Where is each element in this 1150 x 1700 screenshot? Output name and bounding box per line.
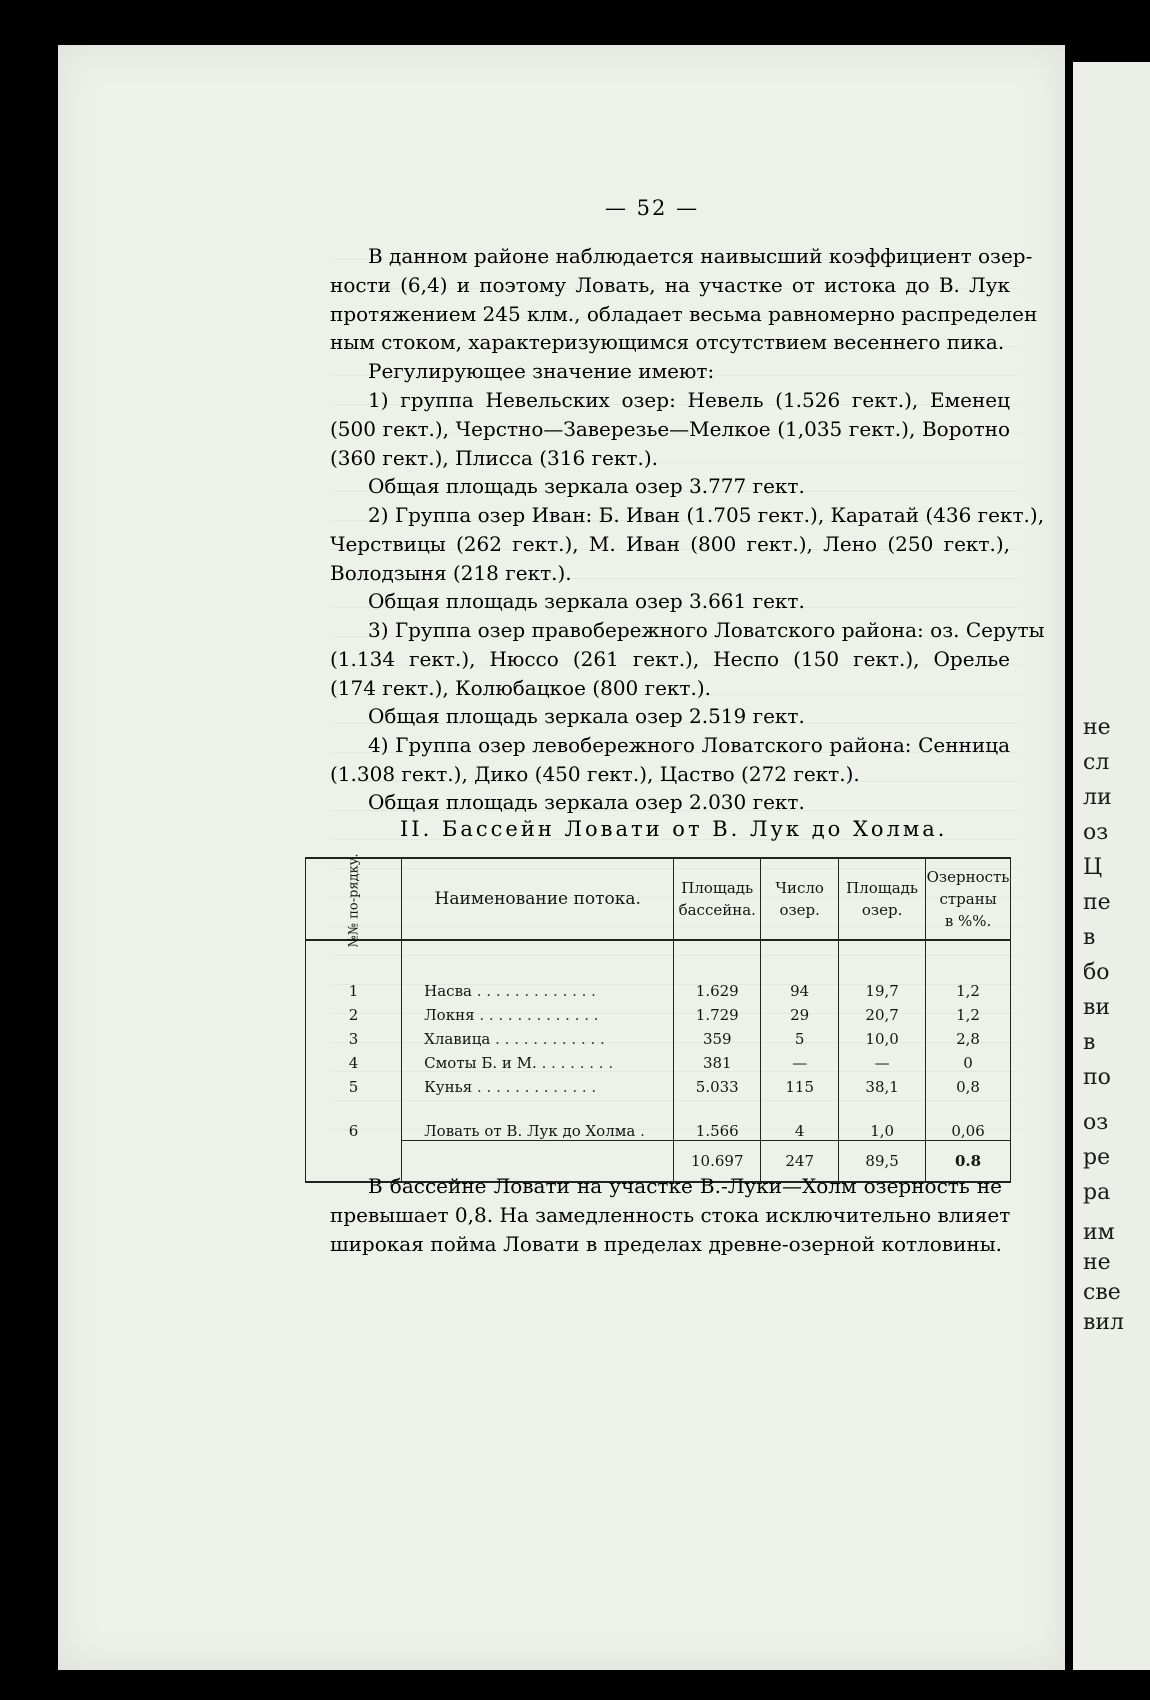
adjacent-page-fragment: ви xyxy=(1083,995,1111,1020)
row-lake-count: — xyxy=(761,1048,839,1072)
table-row xyxy=(306,976,1011,1000)
adjacent-page-fragment: бо xyxy=(1083,960,1110,985)
row-lake-area: 1,0 xyxy=(839,1096,926,1140)
row-lake-count: 5 xyxy=(761,1024,839,1048)
total-basin-area: 10.697 xyxy=(674,1140,761,1182)
row-lake-count: 29 xyxy=(761,1000,839,1024)
row-lake-area: 19,7 xyxy=(839,976,926,1000)
table-row xyxy=(306,1000,1011,1024)
text-line: ным стоком, характеризующимся отсутствием весеннего пика. xyxy=(330,330,1005,355)
row-basin-area: 1.566 xyxy=(674,1096,761,1140)
adjacent-page-fragment: в xyxy=(1083,925,1096,950)
paragraph-group-3 xyxy=(330,616,1045,702)
total-lake-count: 247 xyxy=(761,1140,839,1182)
adjacent-page-fragment: сл xyxy=(1083,750,1110,775)
adjacent-page-fragment: не xyxy=(1083,1250,1111,1275)
table-row xyxy=(306,1096,1011,1140)
row-lake-area: — xyxy=(839,1048,926,1072)
paragraph-regulating xyxy=(330,357,1010,386)
text-line: (1.134 гект.), Нюссо (261 гект.), Неспо (150 гект.), Орелье xyxy=(330,646,1010,671)
text-line: ности (6,4) и поэтому Ловать, на участке от истока до В. Лук xyxy=(330,272,1010,297)
paragraph-total-3 xyxy=(330,702,1010,731)
adjacent-page-fragment: све xyxy=(1083,1280,1121,1305)
row-number: 2 xyxy=(306,1000,402,1024)
row-lakeness: 1,2 xyxy=(926,976,1011,1000)
text-line: (360 гект.), Плисса (316 гект.). xyxy=(330,445,658,470)
row-name xyxy=(402,1096,674,1140)
adjacent-page-edge xyxy=(1073,62,1150,1670)
row-lake-area: 20,7 xyxy=(839,1000,926,1024)
row-name xyxy=(402,1072,674,1096)
header-name: Наименование потока. xyxy=(402,858,674,940)
header-lake-area: Площадь озер. xyxy=(839,858,926,940)
text-line: В бассейне Ловати на участке В.-Луки—Холм озерность не xyxy=(368,1174,1002,1198)
page-number: — 52 — xyxy=(605,196,700,220)
adjacent-page-fragment: ра xyxy=(1083,1180,1111,1205)
adjacent-page-fragment: оз xyxy=(1083,820,1109,845)
text-line: 1) группа Невельских озер: Невель (1.526 гект.), Еменец xyxy=(368,388,1010,412)
stream-name: Смоты Б. и М. xyxy=(424,1054,537,1072)
paragraph-total-1 xyxy=(330,472,1010,501)
text-line: Черствицы (262 гект.), М. Иван (800 гект.), Лено (250 гект.), xyxy=(330,531,1010,556)
row-name xyxy=(402,1048,674,1072)
row-number: 6 xyxy=(306,1096,402,1140)
adjacent-page-fragment: не xyxy=(1083,715,1111,740)
text-line: Общая площадь зеркала озер 2.030 гект. xyxy=(368,790,805,814)
adjacent-page-fragment: оз xyxy=(1083,1110,1109,1135)
leader-dots: . xyxy=(640,1121,645,1140)
row-number: 4 xyxy=(306,1048,402,1072)
table-row xyxy=(306,1024,1011,1048)
stream-name: Насва xyxy=(424,982,472,1000)
row-lakeness: 0,8 xyxy=(926,1072,1011,1096)
adjacent-page-fragment: пе xyxy=(1083,890,1111,915)
leader-dots: . . . . . . . . . . . . . xyxy=(477,1078,597,1096)
text-line: Володзыня (218 гект.). xyxy=(330,560,572,585)
text-line: широкая пойма Ловати в пределах древне-озерной котловины. xyxy=(330,1231,1002,1256)
text-line: В данном районе наблюдается наивысший коэффициент озер- xyxy=(368,244,1033,268)
stream-name: Ловать от В. Лук до Холма xyxy=(424,1121,636,1140)
row-basin-area: 1.729 xyxy=(674,1000,761,1024)
stream-name: Хлавица xyxy=(424,1030,491,1048)
adjacent-page-fragment: ре xyxy=(1083,1145,1111,1170)
adjacent-page-fragment: ли xyxy=(1083,785,1112,810)
row-name xyxy=(402,1000,674,1024)
header-number: №№ по-рядку. xyxy=(306,858,402,940)
text-line: Общая площадь зеркала озер 3.777 гект. xyxy=(368,474,805,498)
row-basin-area: 359 xyxy=(674,1024,761,1048)
row-name xyxy=(402,1024,674,1048)
text-line: Общая площадь зеркала озер 2.519 гект. xyxy=(368,704,805,728)
leader-dots: . . . . . . . . . . . . xyxy=(495,1030,605,1048)
row-number: 5 xyxy=(306,1072,402,1096)
text-line: 3) Группа озер правобережного Ловатского района: оз. Серуты xyxy=(368,618,1045,642)
paragraph-group-2 xyxy=(330,501,1045,587)
row-basin-area: 381 xyxy=(674,1048,761,1072)
row-basin-area: 1.629 xyxy=(674,976,761,1000)
row-name xyxy=(402,976,674,1000)
text-line: протяжением 245 клм., обладает весьма равномерно распределен xyxy=(330,301,1038,326)
row-lake-count: 115 xyxy=(761,1072,839,1096)
paragraph-total-4 xyxy=(330,788,1010,817)
leader-dots: . . . . . . . . . . . . . xyxy=(476,982,596,1000)
total-lake-area: 89,5 xyxy=(839,1140,926,1182)
row-number: 3 xyxy=(306,1024,402,1048)
row-lake-count: 4 xyxy=(761,1096,839,1140)
paragraph-intro xyxy=(330,242,1038,357)
row-lake-count: 94 xyxy=(761,976,839,1000)
table-row xyxy=(306,1072,1011,1096)
leader-dots: . . . . . . . . xyxy=(541,1054,614,1072)
section-title: II. Бассейн Ловати от В. Лук до Холма. xyxy=(400,817,948,841)
text-line: Регулирующее значение имеют: xyxy=(368,359,715,383)
row-lakeness: 0 xyxy=(926,1048,1011,1072)
header-lake-count: Число озер. xyxy=(761,858,839,940)
row-lake-area: 10,0 xyxy=(839,1024,926,1048)
table-row xyxy=(306,1048,1011,1072)
text-line: (500 гект.), Черстно—Заверезье—Мелкое (1,035 гект.), Воротно xyxy=(330,416,1010,441)
text-line: Общая площадь зеркала озер 3.661 гект. xyxy=(368,589,805,613)
header-lakeness: Озерность страны в %%. xyxy=(926,858,1011,940)
text-line: (1.308 гект.), Дико (450 гект.), Цаство (272 гект.). xyxy=(330,761,860,786)
adjacent-page-fragment: им xyxy=(1083,1220,1115,1245)
table-spacer-row xyxy=(306,940,1011,976)
text-line: (174 гект.), Колюбацкое (800 гект.). xyxy=(330,675,712,700)
paragraph-closing xyxy=(330,1172,1011,1258)
stream-name: Локня xyxy=(424,1006,475,1024)
row-basin-area: 5.033 xyxy=(674,1072,761,1096)
row-number: 1 xyxy=(306,976,402,1000)
total-lakeness: 0.8 xyxy=(926,1140,1011,1182)
adjacent-page-fragment: вил xyxy=(1083,1310,1125,1335)
adjacent-page-fragment: Ц xyxy=(1083,855,1103,880)
leader-dots: . . . . . . . . . . . . . xyxy=(479,1006,599,1024)
row-lakeness: 0,06 xyxy=(926,1096,1011,1140)
stream-name: Кунья xyxy=(424,1078,473,1096)
adjacent-page-fragment: по xyxy=(1083,1065,1111,1090)
row-lakeness: 2,8 xyxy=(926,1024,1011,1048)
paragraph-total-2 xyxy=(330,587,1010,616)
row-lakeness: 1,2 xyxy=(926,1000,1011,1024)
adjacent-page-fragment: в xyxy=(1083,1030,1096,1055)
lakes-table xyxy=(305,853,1011,1183)
paragraph-group-1 xyxy=(330,386,1010,472)
text-line: 4) Группа озер левобережного Ловатского района: Сенница xyxy=(368,733,1010,757)
text-line: 2) Группа озер Иван: Б. Иван (1.705 гект.), Каратай (436 гект.), xyxy=(368,503,1045,527)
row-lake-area: 38,1 xyxy=(839,1072,926,1096)
text-line: превышает 0,8. На замедленность стока исключительно влияет xyxy=(330,1202,1011,1227)
paragraph-group-4 xyxy=(330,731,1010,789)
header-basin-area: Площадь бассейна. xyxy=(674,858,761,940)
